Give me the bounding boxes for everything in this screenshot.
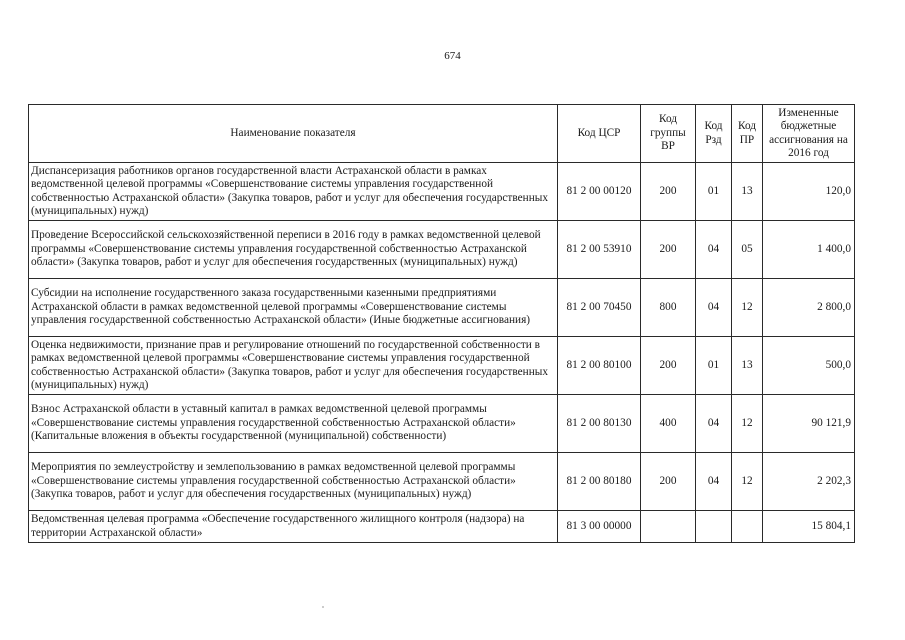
row-vr-code: 200 (641, 221, 696, 279)
row-pr-code: 12 (732, 453, 763, 511)
row-rzd-code: 04 (696, 453, 732, 511)
table-row (29, 279, 855, 337)
row-pr-code: 13 (732, 163, 763, 221)
row-name: Взнос Астраханской области в уставный капитал в рамках ведомственной целевой программы «Совершенствование системы управления государственной собственностью Астраханской области» (Капитальные вложения в объекты государственной (муниципальной) собственности) (29, 395, 558, 453)
row-csr-code: 81 3 00 00000 (558, 511, 641, 543)
table-row (29, 163, 855, 221)
row-amount: 120,0 (763, 163, 855, 221)
row-csr-code: 81 2 00 53910 (558, 221, 641, 279)
row-vr-code: 400 (641, 395, 696, 453)
row-vr-code: 200 (641, 453, 696, 511)
table-row (29, 453, 855, 511)
table-row (29, 511, 855, 543)
row-amount: 1 400,0 (763, 221, 855, 279)
row-name: Диспансеризация работников органов государственной власти Астраханской области в рамках ведомственной целевой программы «Совершенствование системы управления государственной собственностью Астраханской области» (Закупка товаров, работ и услуг для обеспечения государственных (муниципальных) нужд) (29, 163, 558, 221)
row-vr-code: 200 (641, 163, 696, 221)
header-name: Наименование показателя (29, 105, 558, 163)
row-pr-code: 12 (732, 279, 763, 337)
header-amount: Измененные бюджетные ассигнования на 2016 год (763, 105, 855, 163)
row-rzd-code: 04 (696, 279, 732, 337)
row-csr-code: 81 2 00 00120 (558, 163, 641, 221)
row-amount: 15 804,1 (763, 511, 855, 543)
row-vr-code: 800 (641, 279, 696, 337)
row-rzd-code: 01 (696, 163, 732, 221)
row-csr-code: 81 2 00 80180 (558, 453, 641, 511)
header-csr-code: Код ЦСР (558, 105, 641, 163)
row-amount: 90 121,9 (763, 395, 855, 453)
page-number: 674 (444, 50, 461, 62)
row-vr-code: 200 (641, 337, 696, 395)
row-pr-code: 05 (732, 221, 763, 279)
table-row (29, 221, 855, 279)
row-name: Проведение Всероссийской сельскохозяйственной переписи в 2016 году в рамках ведомственной целевой программы «Совершенствование системы управления государственной собственностью Астраханской области» (Закупка товаров, работ и услуг для обеспечения государственных (муниципальных) нужд) (29, 221, 558, 279)
table-row (29, 337, 855, 395)
row-pr-code: 12 (732, 395, 763, 453)
row-name: Мероприятия по землеустройству и землепользованию в рамках ведомственной целевой программы «Совершенствование системы управления государственной собственностью Астраханской области» (Закупка товаров, работ и услуг для обеспечения государственных (муниципальных) нужд) (29, 453, 558, 511)
row-vr-code (641, 511, 696, 543)
table-header-row (29, 105, 855, 163)
row-name: Оценка недвижимости, признание прав и регулирование отношений по государственной собственности в рамках ведомственной целевой программы «Совершенствование системы управления государственной собственностью Астраханской области» (Закупка товаров, работ и услуг для обеспечения государственных (муниципальных) нужд) (29, 337, 558, 395)
row-amount: 500,0 (763, 337, 855, 395)
header-pr-code: Код ПР (732, 105, 763, 163)
budget-table (28, 104, 855, 543)
header-vr-code: Код группы ВР (641, 105, 696, 163)
row-name: Ведомственная целевая программа «Обеспечение государственного жилищного контроля (надзора) на территории Астраханской области» (29, 511, 558, 543)
row-csr-code: 81 2 00 70450 (558, 279, 641, 337)
row-amount: 2 800,0 (763, 279, 855, 337)
scan-artifact (322, 606, 324, 608)
table-row (29, 395, 855, 453)
header-rzd-code: Код Рзд (696, 105, 732, 163)
row-name: Субсидии на исполнение государственного заказа государственными казенными предприятиями Астраханской области в рамках ведомственной целевой программы «Совершенствование системы управления государственной собственностью Астраханской области» (Иные бюджетные ассигнования) (29, 279, 558, 337)
row-rzd-code: 04 (696, 221, 732, 279)
row-csr-code: 81 2 00 80130 (558, 395, 641, 453)
row-csr-code: 81 2 00 80100 (558, 337, 641, 395)
row-rzd-code: 01 (696, 337, 732, 395)
row-pr-code: 13 (732, 337, 763, 395)
row-pr-code (732, 511, 763, 543)
row-rzd-code: 04 (696, 395, 732, 453)
row-amount: 2 202,3 (763, 453, 855, 511)
row-rzd-code (696, 511, 732, 543)
